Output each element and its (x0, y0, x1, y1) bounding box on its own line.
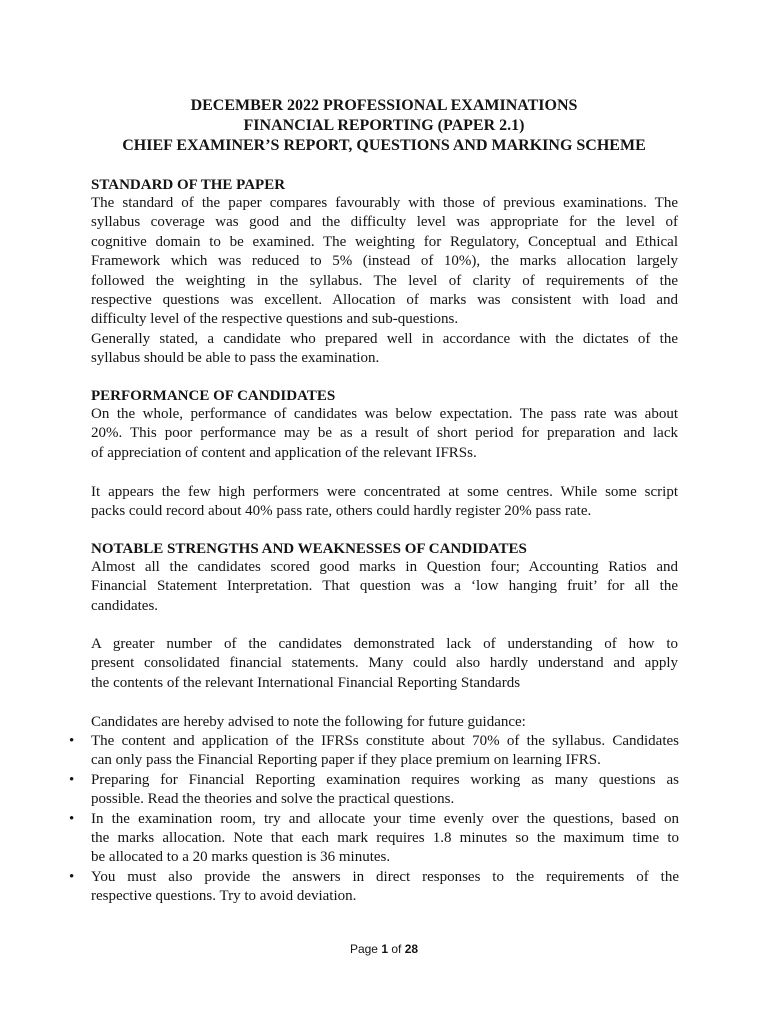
page-of-label: of (391, 942, 402, 956)
text-line: The content and application of the IFRSs constitute about 70% of the syllabus. Candidates (91, 733, 679, 749)
report-title-line-1: DECEMBER 2022 PROFESSIONAL EXAMINATIONS (190, 97, 578, 114)
advice-bullet-list (69, 732, 679, 907)
weaknesses-paragraph (91, 635, 678, 693)
performance-paragraph-2 (91, 483, 678, 522)
text-line: be allocated to a 20 marks question is 36 minutes. (91, 849, 391, 866)
text-line: respective questions was excellent. Allocation of marks was consistent with load and (91, 292, 678, 309)
text-line: Generally stated, a candidate who prepared well in accordance with the dictates of the (91, 331, 678, 347)
text-line: possible. Read the theories and solve the practical questions. (91, 791, 455, 808)
text-line: the contents of the relevant International Financial Reporting Standards (91, 674, 521, 691)
text-line: the marks allocation. Note that each mark requires 1.8 minutes so the maximum time to (91, 830, 679, 847)
text-line: syllabus coverage was good and the difficulty level was appropriate for the level of (91, 214, 678, 231)
text-line: Almost all the candidates scored good marks in Question four; Accounting Ratios and (91, 559, 678, 575)
page-number: 1 (381, 942, 388, 956)
text-line: Preparing for Financial Reporting examination requires working as many questions as (91, 771, 679, 788)
text-line: difficulty level of the respective questions and sub-questions. (91, 311, 459, 328)
page-total: 28 (404, 942, 419, 956)
text-line: A greater number of the candidates demonstrated lack of understanding of how to (91, 636, 678, 652)
text-line: It appears the few high performers were concentrated at some centres. While some script (91, 484, 678, 500)
text-line: You must also provide the answers in direct responses to the requirements of the (91, 868, 679, 885)
text-line: cognitive domain to be examined. The weighting for Regulatory, Conceptual and Ethical (91, 233, 678, 250)
text-line: of appreciation of content and application of the relevant IFRSs. (91, 444, 477, 461)
text-line: syllabus should be able to pass the examination. (91, 350, 380, 367)
advice-intro (91, 713, 678, 732)
report-title-line-2: FINANCIAL REPORTING (PAPER 2.1) (243, 117, 525, 134)
text-line: 20%. This poor performance may be as a result of short period for preparation and lack (91, 425, 678, 442)
standard-paragraph-2 (91, 330, 678, 369)
page-footer (0, 942, 768, 956)
standard-paragraph-1 (91, 194, 678, 330)
strengths-paragraph-1 (91, 558, 678, 616)
page-label: Page (349, 942, 378, 956)
list-item (69, 771, 679, 810)
section-heading-performance: PERFORMANCE OF CANDIDATES (91, 388, 336, 404)
list-item (69, 732, 679, 771)
text-line: respective questions. Try to avoid deviation. (91, 888, 357, 905)
text-line: followed the weighting in the syllabus. The level of clarity of requirements of the (91, 272, 678, 289)
text-line: On the whole, performance of candidates was below expectation. The pass rate was about (91, 406, 678, 422)
list-item (69, 868, 679, 907)
performance-paragraph-1 (91, 405, 678, 463)
bullet-icon: • (69, 771, 75, 788)
text-line: Candidates are hereby advised to note the following for future guidance: (91, 714, 526, 730)
text-line: present consolidated financial statements. Many could also hardly understand and apply (91, 655, 678, 672)
section-heading-standard: STANDARD OF THE PAPER (91, 177, 286, 193)
text-line: Financial Statement Interpretation. That question was a ‘low hanging fruit’ for all the (91, 578, 678, 595)
text-line: Framework which was reduced to 5% (instead of 10%), the marks allocation largely (91, 253, 678, 270)
text-line: In the examination room, try and allocate your time evenly over the questions, based on (91, 810, 679, 827)
text-line: packs could record about 40% pass rate, others could hardly register 20% pass rate. (91, 503, 592, 520)
report-title-line-3: CHIEF EXAMINER’S REPORT, QUESTIONS AND MARKING SCHEME (122, 137, 646, 154)
text-line: The standard of the paper compares favourably with those of previous examinations. The (91, 195, 678, 211)
list-item (69, 810, 679, 868)
bullet-icon: • (69, 868, 75, 885)
section-heading-strengths-weaknesses: NOTABLE STRENGTHS AND WEAKNESSES OF CANDIDATES (91, 541, 527, 557)
bullet-icon: • (69, 810, 75, 827)
text-line: can only pass the Financial Reporting paper if they place premium on learning IFRS. (91, 752, 601, 769)
bullet-icon: • (69, 733, 75, 749)
text-line: candidates. (91, 597, 159, 614)
